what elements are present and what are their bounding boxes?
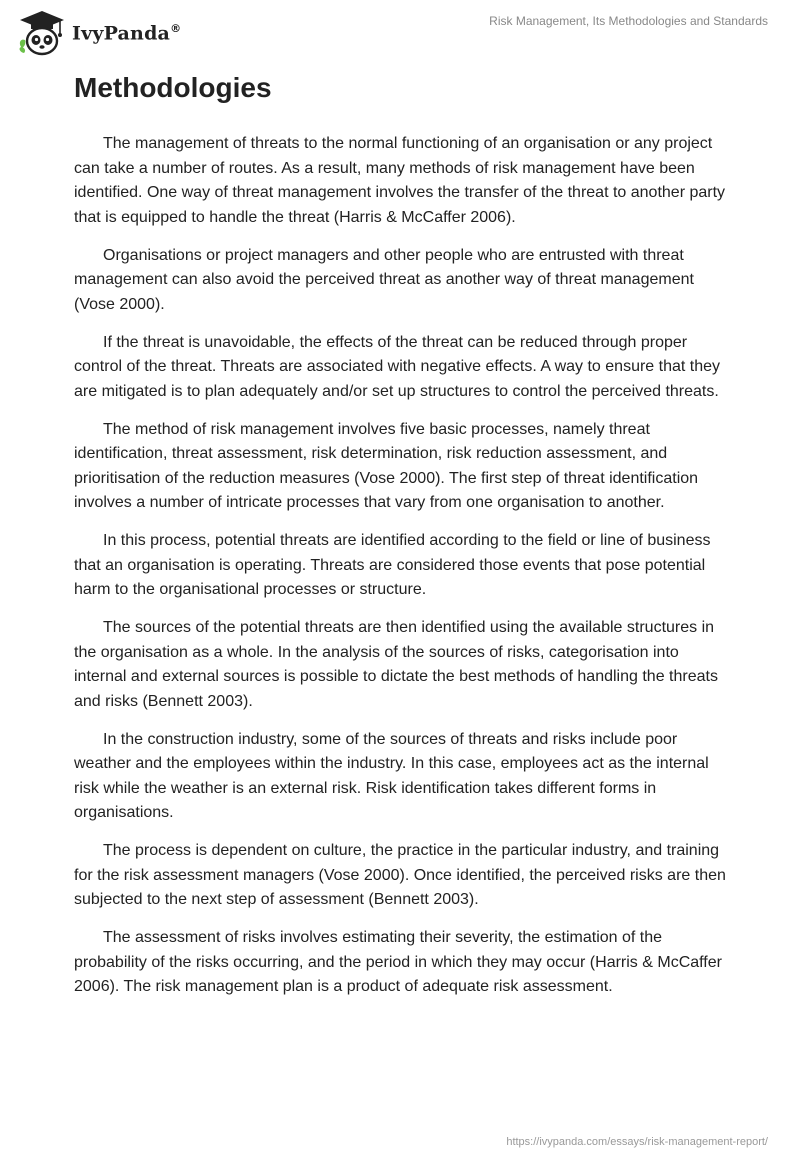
logo-wordmark [72, 22, 181, 44]
paragraph: The assessment of risks involves estimating their severity, the estimation of the probability of the risks occurring, and the period in which they may occur (Harris & McCaffer 2006). The risk management plan is a product of adequate risk assessment. [74, 929, 722, 995]
paragraph: In the construction industry, some of the sources of threats and risks include poor weather and the employees within the industry. In this case, employees act as the internal risk while the weather is an external risk. Risk identification takes different forms in organisations. [74, 730, 709, 821]
page-header [0, 0, 800, 60]
registered-mark: ® [170, 21, 182, 35]
panda-graduation-cap-icon [16, 10, 68, 56]
running-title: Risk Management, Its Methodologies and Standards [489, 14, 768, 28]
paragraph: The management of threats to the normal functioning of an organisation or any project can take a number of routes. As a result, many methods of risk management have been identified. One way of threat management involves the transfer of the threat to another party that is equipped to handle the threat (Harris & McCaffer 2006). [74, 135, 726, 226]
page-title: Methodologies [74, 72, 272, 103]
paragraph: If the threat is unavoidable, the effects of the threat can be reduced through proper control of the threat. Threats are associated with negative effects. A way to ensure that they are mitigated is to plan adequately and/or set up structures to control the perceived threats. [74, 333, 721, 400]
footer-source-url[interactable]: https://ivypanda.com/essays/risk-management-report/ [506, 1136, 768, 1148]
logo-name: IvyPanda [72, 22, 171, 45]
paragraph: Organisations or project managers and other people who are entrusted with threat management can also avoid the perceived threat as another way of threat management (Vose 2000). [74, 246, 694, 313]
ivypanda-logo[interactable] [16, 10, 181, 56]
paragraph: The method of risk management involves five basic processes, namely threat identification, threat assessment, risk determination, risk reduction assessment, and prioritisation of the reduction measures (Vose 2000). The first step of threat identification involves a number of intricate processes that vary from one organisation to another. [74, 420, 699, 511]
paragraph: The process is dependent on culture, the practice in the particular industry, and training for the risk assessment managers (Vose 2000). Once identified, the perceived risks are then subjected to the next step of assessment (Bennett 2003). [74, 842, 726, 908]
paragraph: In this process, potential threats are identified according to the field or line of business that an organisation is operating. Threats are considered those events that pose potential harm to the organisational processes or structure. [74, 532, 711, 598]
essay-body [74, 132, 734, 1013]
paragraph: The sources of the potential threats are then identified using the available structures in the organisation as a whole. In the analysis of the sources of risks, categorisation into internal and external sources is possible to dictate the best methods of handling the threats and risks (Bennett 2003). [74, 619, 718, 710]
